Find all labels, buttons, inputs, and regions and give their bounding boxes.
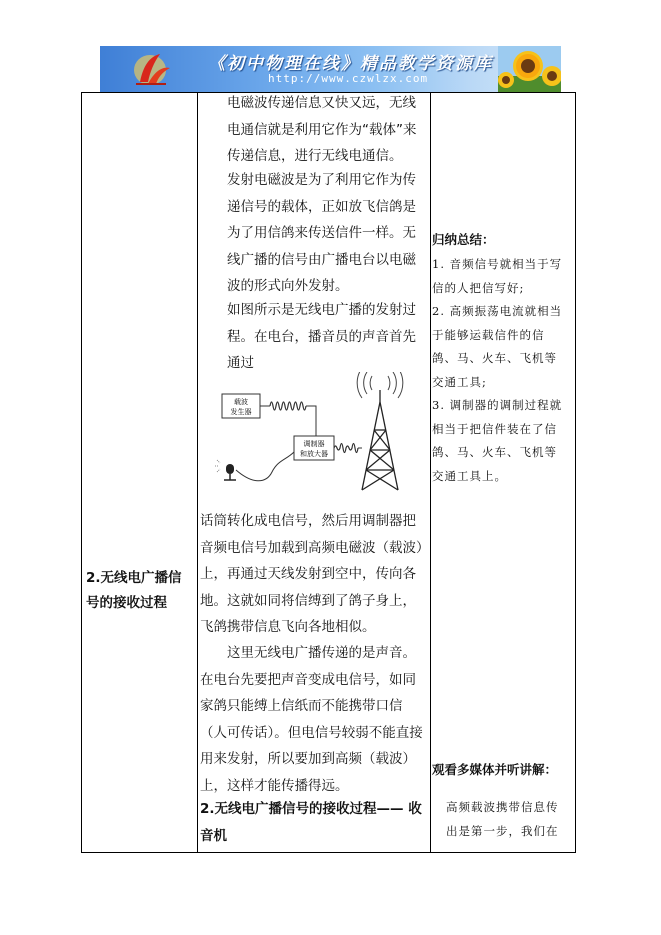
carrier-label-2: 发生器 (230, 408, 252, 416)
paragraph-3b: 话筒转化成电信号，然后用调制器把音频电信号加载到高频电磁波（载波）上，再通过天线发射到空中，传向各地。这就如同将信缚到了鸽子身上，飞鸽携带信息飞向各地相似。 (200, 513, 423, 635)
banner-title: 《初中物理在线》精品教学资源库 (208, 54, 493, 74)
paragraph-3a: 如图所示是无线电广播的发射过程。在电台，播音员的声音首先通过 (227, 302, 416, 371)
antenna-tower (362, 390, 398, 490)
modulator-label-1: 调制器 (303, 440, 325, 448)
banner (100, 46, 561, 92)
microphone-icon (215, 460, 236, 480)
media-text: 高频载波携带信息传出是第一步，我们在 (446, 800, 559, 838)
carrier-wave (270, 402, 306, 410)
logo-icon (130, 48, 176, 90)
broadcast-diagram (212, 372, 422, 497)
summary-item: 1. 音频信号就相当于写信的人把信写好; (432, 257, 563, 295)
heading-receive-process: 2.无线电广播信号的接收过程—— 收音机 (200, 801, 422, 844)
step-cell (82, 93, 198, 853)
media-title: 观看多媒体并听讲解： (432, 762, 558, 777)
summary-title: 归纳总结： (432, 232, 495, 247)
audio-wire (236, 452, 294, 481)
modulated-wave (334, 444, 358, 453)
summary-list (432, 253, 568, 488)
sunflower-icon (498, 46, 561, 92)
banner-url[interactable]: http://www.czwlzx.com (268, 72, 429, 85)
paragraph-4: 这里无线电广播传递的是声音。 在电台先要把声音变成电信号，如同 家鸽只能缚上信纸而不能携带口信 （人可传话）。但电信号较弱不能直接 用来发射，所以要加到高频（载波） 上，这样才能传播得远。 (200, 645, 423, 794)
summary-item: 3. 调制器的调制过程就相当于把信件装在了信鸽、马、火车、飞机等交通工具上。 (432, 398, 563, 483)
paragraph-1: 电磁波传递信息又快又远，无线电通信就是利用它作为“载体”来传递信息，进行无线电通信。 (227, 95, 417, 164)
summary-item: 2. 高频振荡电流就相当于能够运载信件的信鸽、马、火车、飞机等交通工具; (432, 304, 563, 389)
modulator-label-2: 和放大器 (300, 450, 328, 458)
paragraph-2: 发射电磁波是为了利用它作为传递信号的载体，正如放飞信鸽是为了用信鸽来传送信件一样。无线广播的信号由广播电台以电磁波的形式向外发射。 (227, 172, 416, 294)
carrier-label-1: 载波 (234, 398, 248, 406)
step-label: 2.无线电广播信号的接收过程 (86, 570, 182, 611)
